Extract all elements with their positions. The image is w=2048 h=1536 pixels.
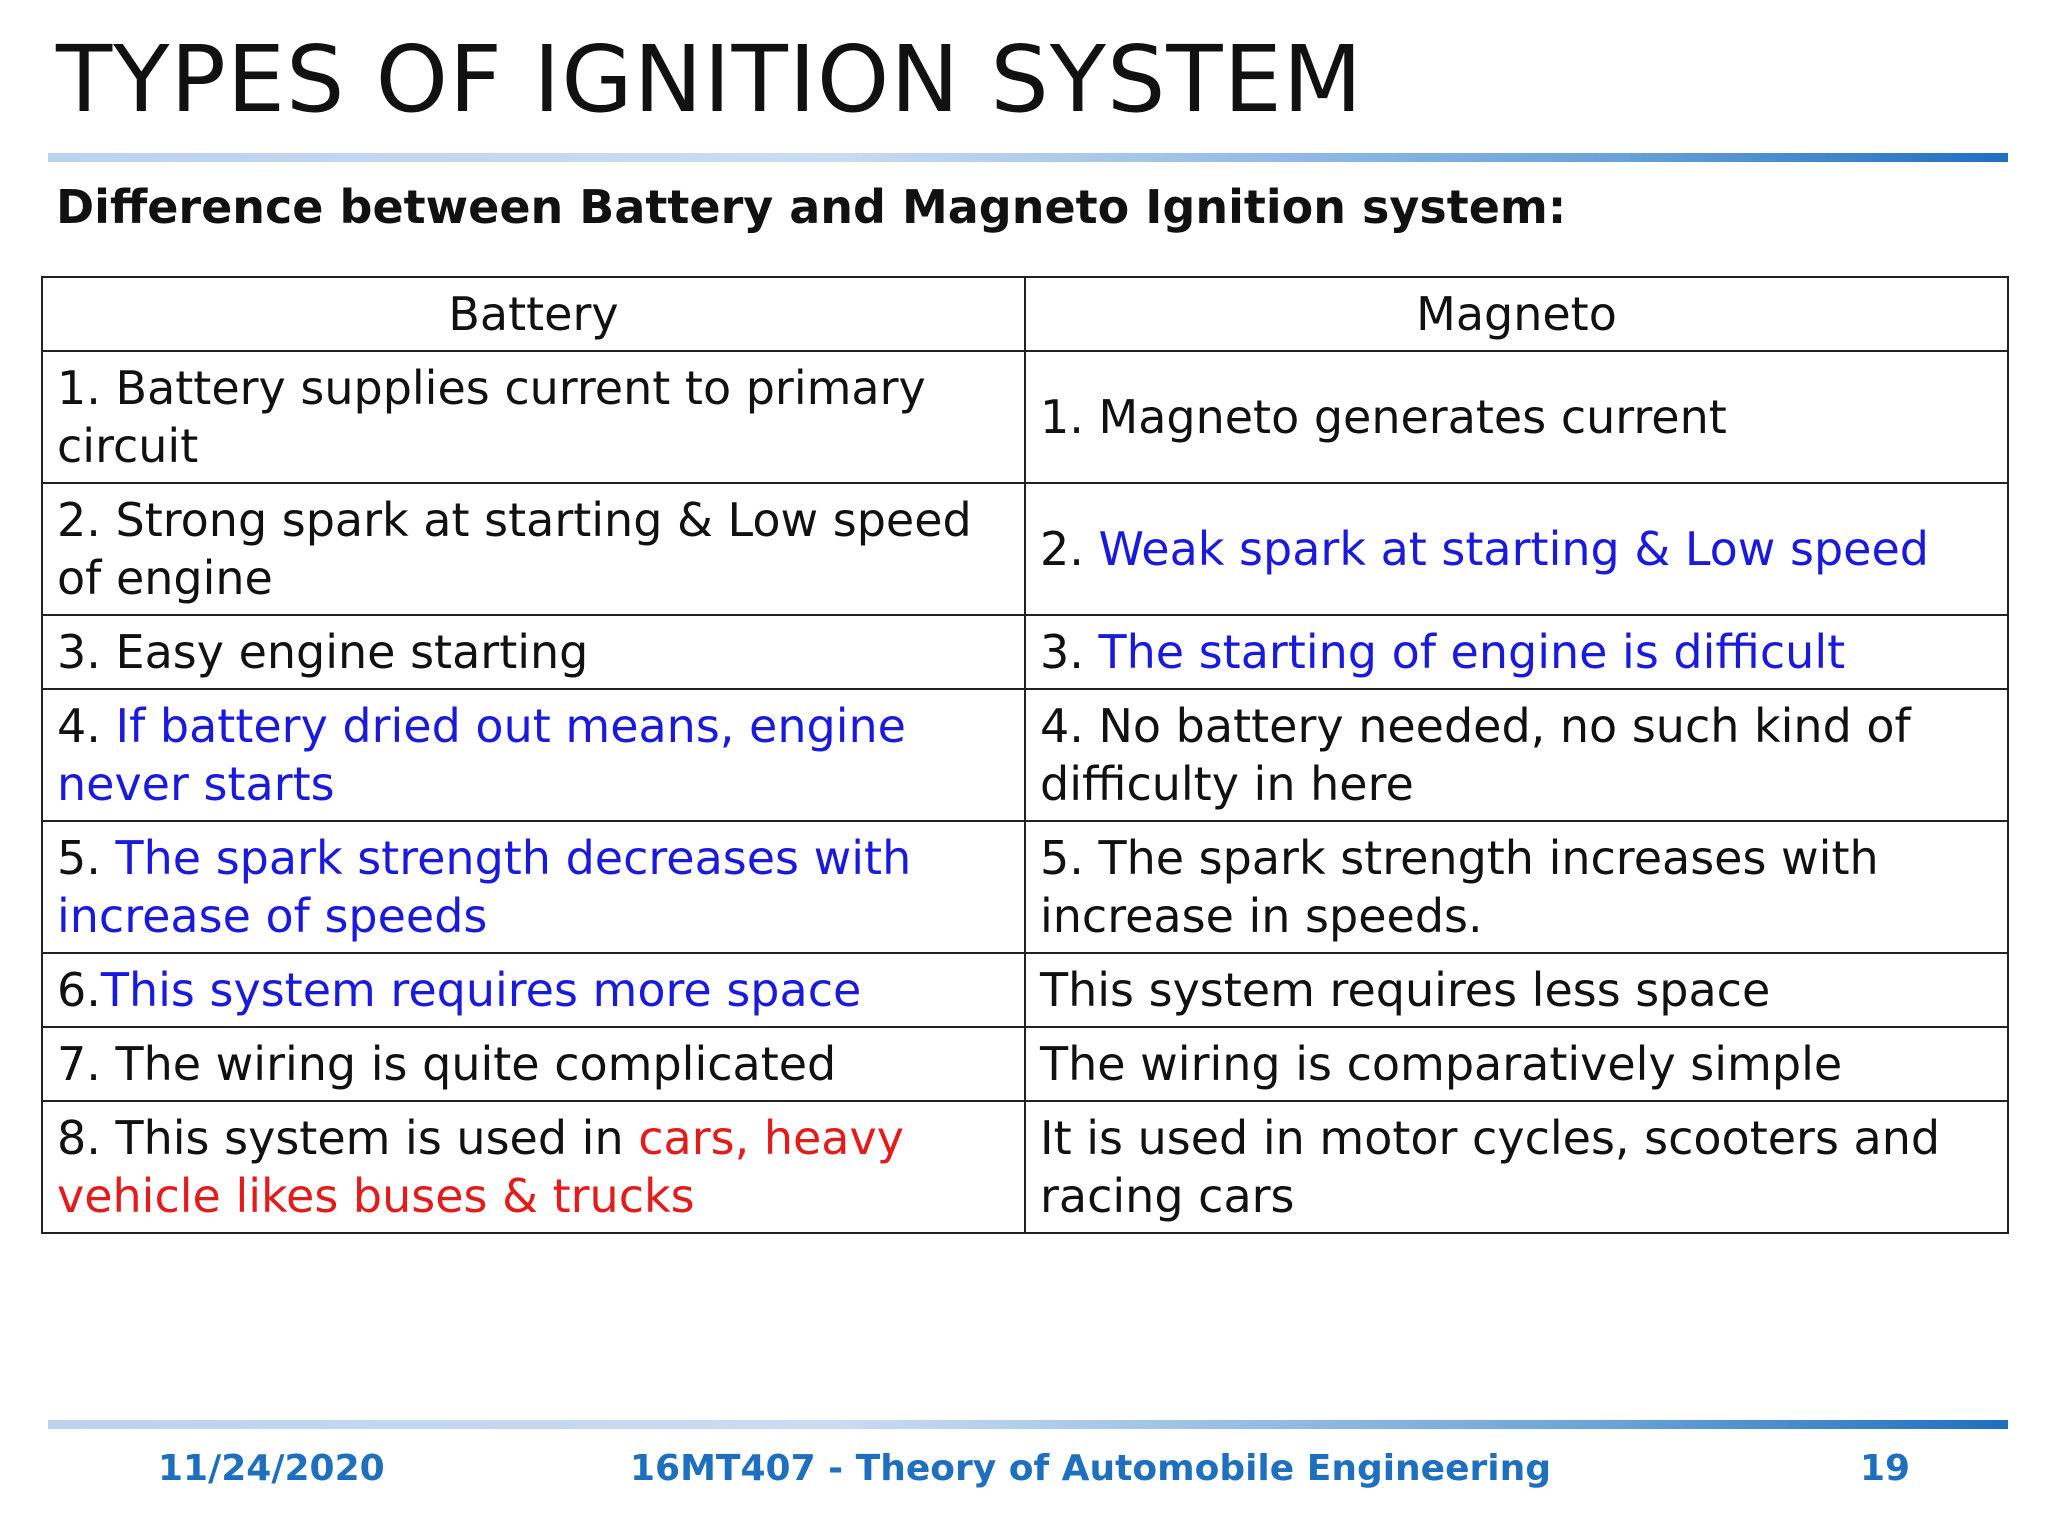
title-divider bbox=[48, 153, 2008, 162]
cell-text: 7. The wiring is quite complicated bbox=[57, 1037, 837, 1091]
magneto-cell bbox=[1025, 821, 2008, 953]
battery-cell bbox=[42, 821, 1025, 953]
cell-text: 4. bbox=[57, 699, 116, 753]
table-row bbox=[42, 1101, 2008, 1233]
cell-text: 8. This system is used in bbox=[57, 1111, 639, 1165]
table-row bbox=[42, 821, 2008, 953]
cell-text: 2. bbox=[1040, 522, 1099, 576]
cell-text: 3. bbox=[1040, 625, 1099, 679]
magneto-cell bbox=[1025, 1101, 2008, 1233]
cell-text: It is used in motor cycles, scooters and racing cars bbox=[1040, 1111, 1941, 1223]
battery-cell bbox=[42, 953, 1025, 1027]
table-row bbox=[42, 953, 2008, 1027]
battery-cell bbox=[42, 689, 1025, 821]
cell-text: This system requires less space bbox=[1040, 963, 1771, 1017]
cell-highlight: cars, heavy vehicle likes buses & trucks bbox=[57, 1111, 904, 1223]
footer-course: 16MT407 - Theory of Automobile Engineering bbox=[630, 1448, 1552, 1489]
table-header-row bbox=[42, 277, 2008, 351]
cell-highlight: This system requires more space bbox=[100, 963, 862, 1017]
magneto-cell bbox=[1025, 953, 2008, 1027]
cell-highlight: The spark strength decreases with increase of speeds bbox=[57, 831, 912, 943]
cell-text: 6. bbox=[57, 963, 101, 1017]
magneto-cell bbox=[1025, 1027, 2008, 1101]
battery-cell bbox=[42, 1101, 1025, 1233]
table-row bbox=[42, 1027, 2008, 1101]
page-number: 19 bbox=[1860, 1448, 1911, 1489]
cell-highlight: If battery dried out means, engine never starts bbox=[57, 699, 906, 811]
header-magneto: Magneto bbox=[1025, 277, 2008, 351]
magneto-cell bbox=[1025, 615, 2008, 689]
magneto-cell bbox=[1025, 351, 2008, 483]
cell-text: 4. No battery needed, no such kind of difficulty in here bbox=[1040, 699, 1911, 811]
cell-text: 2. Strong spark at starting & Low speed of engine bbox=[57, 493, 972, 605]
cell-text: 5. bbox=[57, 831, 116, 885]
comparison-table bbox=[41, 276, 2009, 1234]
cell-text: The wiring is comparatively simple bbox=[1040, 1037, 1843, 1091]
battery-cell bbox=[42, 615, 1025, 689]
magneto-cell bbox=[1025, 689, 2008, 821]
footer-date: 11/24/2020 bbox=[158, 1448, 385, 1489]
magneto-cell bbox=[1025, 483, 2008, 615]
cell-highlight: The starting of engine is difficult bbox=[1098, 625, 1846, 679]
slide-title: TYPES OF IGNITION SYSTEM bbox=[56, 26, 1364, 133]
cell-text: 1. Magneto generates current bbox=[1040, 390, 1727, 444]
battery-cell bbox=[42, 483, 1025, 615]
battery-cell bbox=[42, 1027, 1025, 1101]
cell-highlight: Weak spark at starting & Low speed bbox=[1098, 522, 1929, 576]
table-row bbox=[42, 689, 2008, 821]
battery-cell bbox=[42, 351, 1025, 483]
table-row bbox=[42, 483, 2008, 615]
cell-text: 5. The spark strength increases with increase in speeds. bbox=[1040, 831, 1879, 943]
header-battery: Battery bbox=[42, 277, 1025, 351]
table-row bbox=[42, 351, 2008, 483]
footer-divider bbox=[48, 1420, 2008, 1429]
slide-subtitle: Difference between Battery and Magneto Ignition system: bbox=[56, 180, 1567, 234]
cell-text: 3. Easy engine starting bbox=[57, 625, 589, 679]
table-row bbox=[42, 615, 2008, 689]
cell-text: 1. Battery supplies current to primary circuit bbox=[57, 361, 926, 473]
